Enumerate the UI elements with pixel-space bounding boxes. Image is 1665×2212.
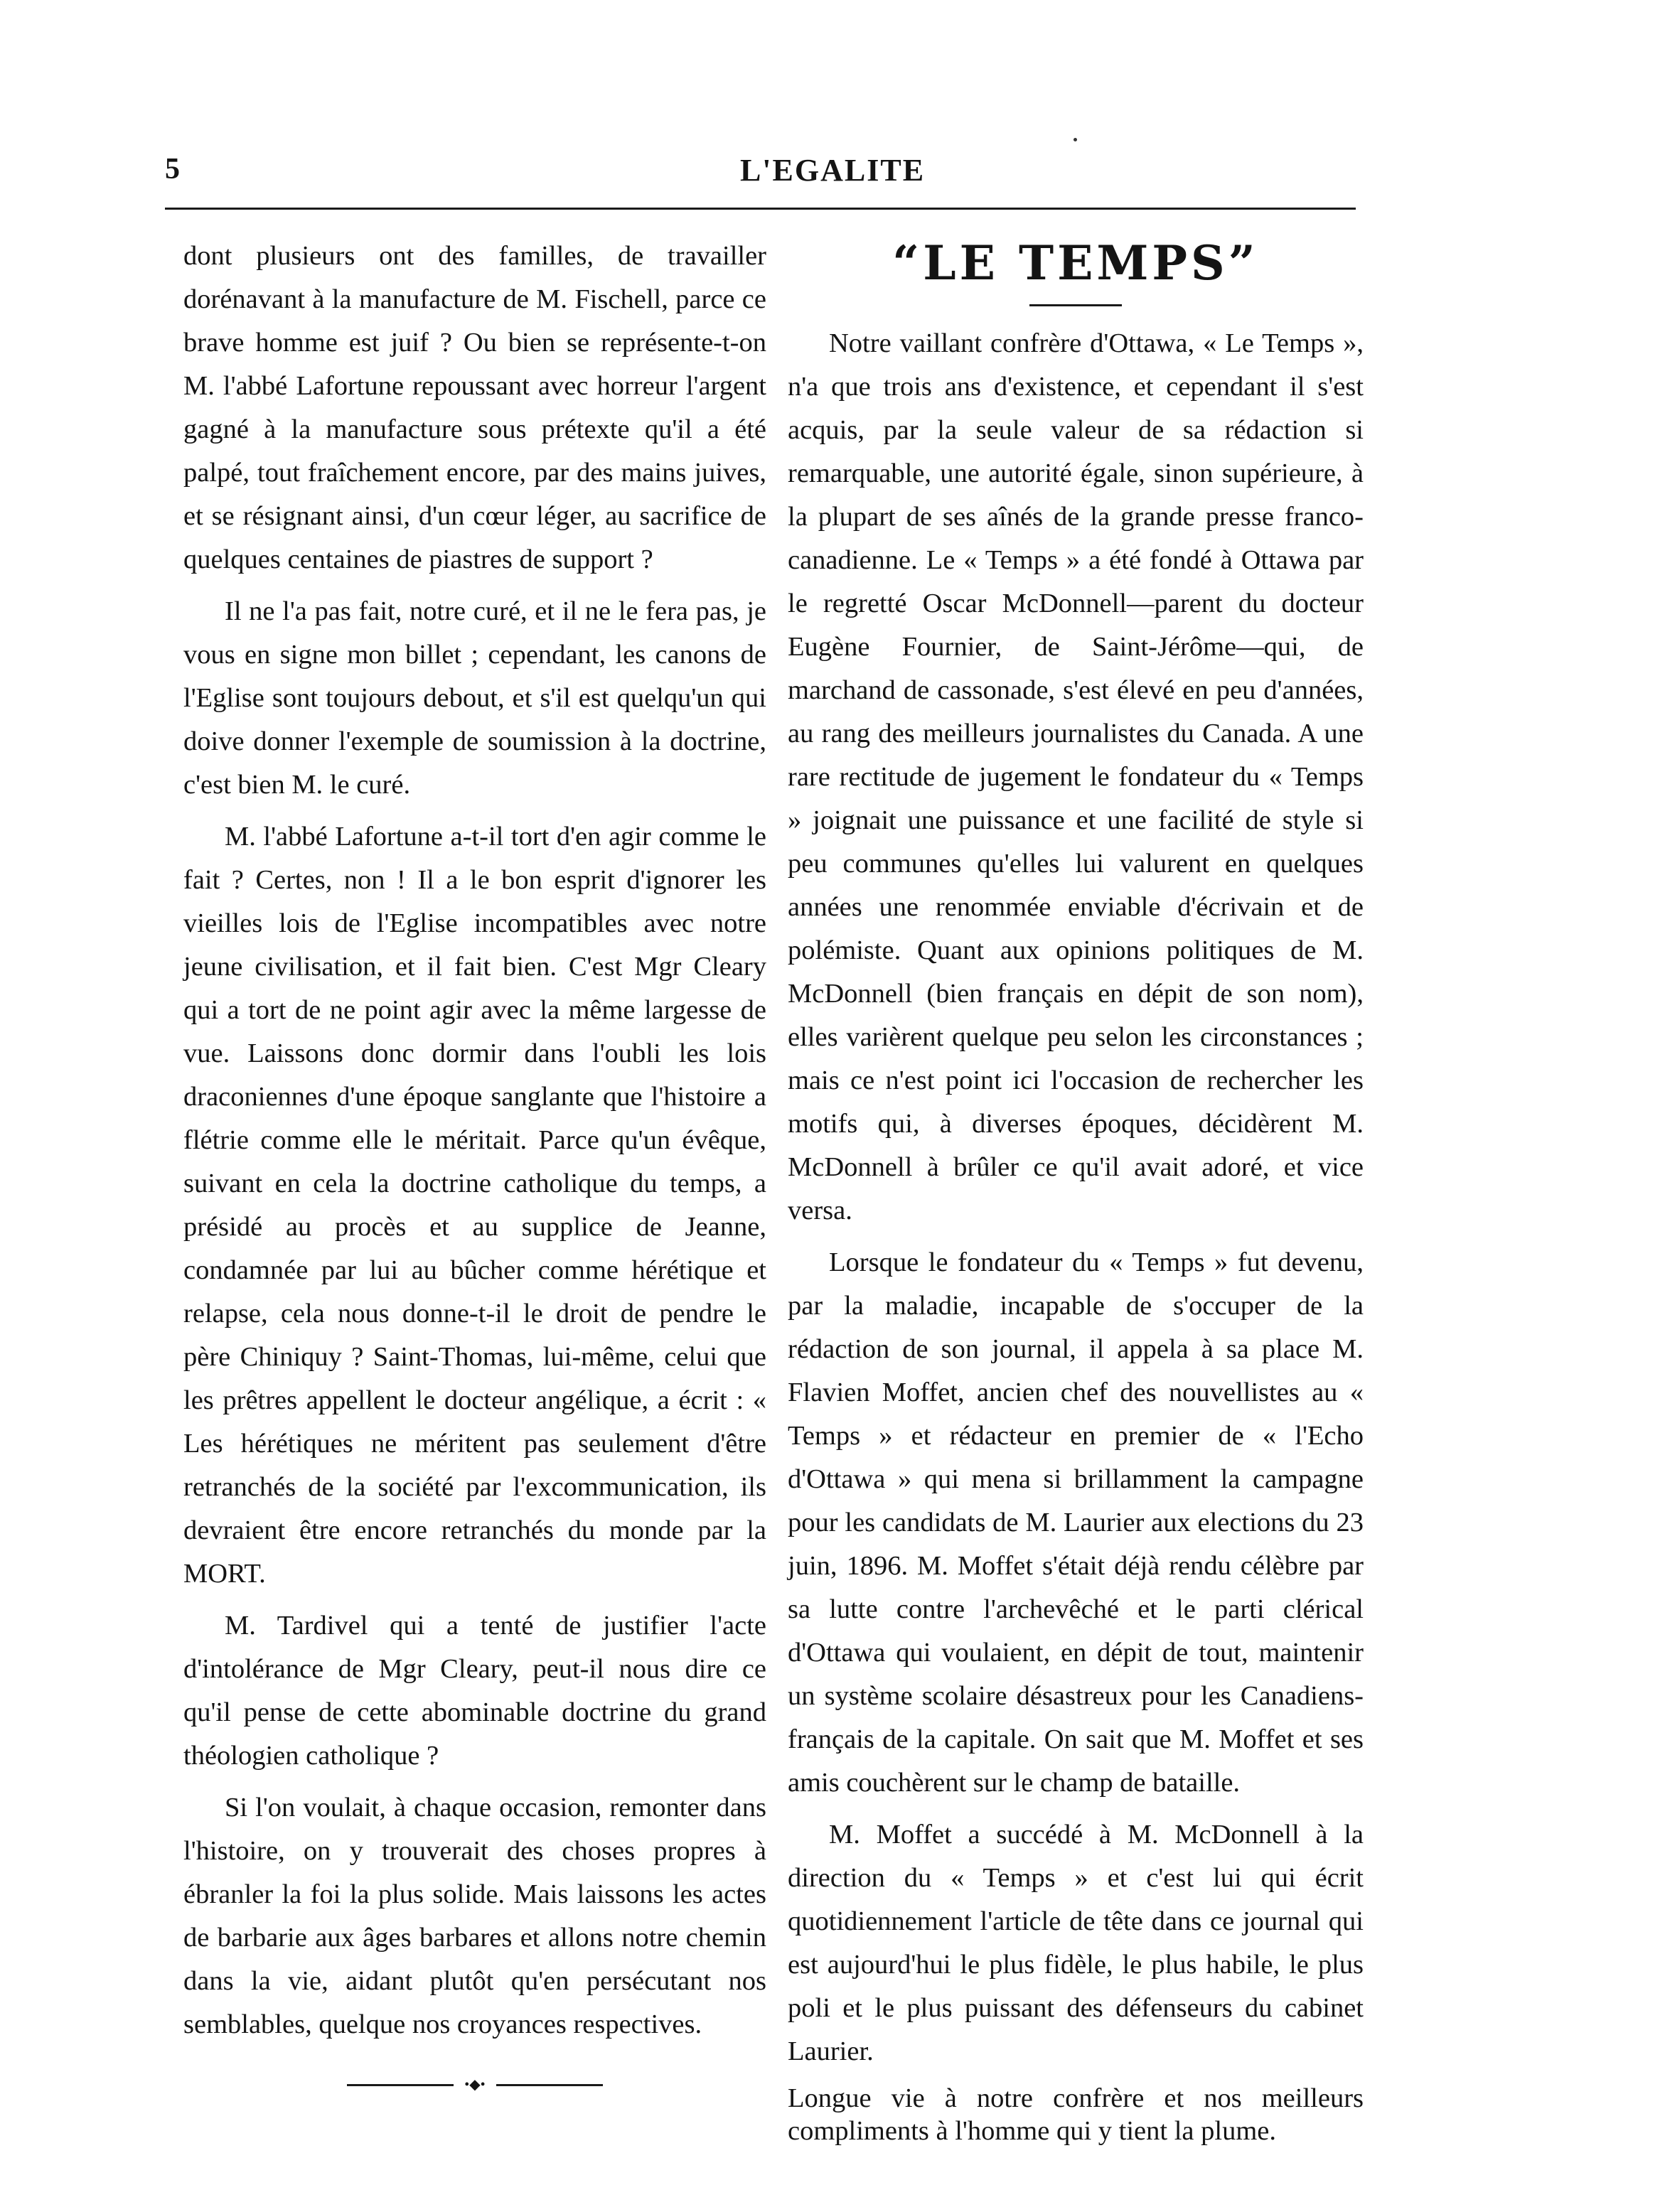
left-paragraph-3: M. l'abbé Lafortune a-t-il tort d'en agir comme le fait ? Certes, non ! Il a le bon esprit d'ignorer les vieilles lois de l'Eglise incompatibles avec notre jeune civilisation, et il fait bien. C'est Mgr Cleary qui a tort de ne point agir avec la même largesse de vue. Laissons donc dormir dans l'oubli les lois draconiennes d'une époque sanglante que l'histoire a flétrie comme elle le méritait. Parce qu'un évêque, suivant en cela la doctrine catholique du temps, a présidé au procès et au supplice de Jeanne, condamnée par lui au bûcher comme hérétique et relapse, cela nous donne-t-il le droit de pendre le père Chiniquy ? Saint-Thomas, lui-même, celui que les prêtres appellent le docteur angélique, a écrit : « Les hérétiques ne méritent pas seulement d'être retranchés de la société par l'excommunication, ils devraient être encore retranchés du monde par la MORT. [183,822,766,1589]
title-rule [1029,304,1122,306]
right-paragraph-3: M. Moffet a succédé à M. McDonnell à la direction du « Temps » et c'est lui qui écrit quotidiennement l'article de tête dans ce journal qui est aujourd'hui le plus fidèle, le plus habile, le plus poli et le plus puissant des défenseurs du cabinet Laurier. [788,1820,1364,2066]
page-number: 5 [165,153,180,186]
left-paragraph-5: Si l'on voulait, à chaque occasion, remonter dans l'histoire, on y trouverait des choses propres à ébranler la foi la plus solide. Mais laissons les actes de barbarie aux âges barbares et allons notre chemin dans la vie, aidant plutôt qu'en persécutant nos semblables, quelque nos croyances respectives. [183,1793,766,2039]
article-title: “LE TEMPS” [892,235,1259,291]
right-paragraph-2: Lorsque le fondateur du « Temps » fut devenu, par la maladie, incapable de s'occuper de la rédaction de son journal, il appela à sa place M. Flavien Moffet, ancien chef des nouvellistes au « Temps » et rédacteur en premier de « l'Echo d'Ottawa » qui mena si brillamment la campagne pour les candidats de M. Laurier aux elections du 23 juin, 1896. M. Moffet s'était déjà rendu célèbre par sa lutte contre l'archevêché et le parti clérical d'Ottawa qui voulaient, en dépit de tout, maintenir un système scolaire désastreux pour les Canadiens-français de la capitale. On sait que M. Moffet et ses amis couchèrent sur le champ de bataille. [788,1247,1364,1798]
right-paragraph-4: Longue vie à notre confrère et nos meilleurs compliments à l'homme qui y tient la plume. [788,2083,1364,2146]
end-ornament: •◆• [347,2078,603,2092]
journal-title: L'EGALITE [739,153,926,188]
right-paragraph-1: Notre vaillant confrère d'Ottawa, « Le Temps », n'a que trois ans d'existence, et cependant il s'est acquis, par la seule valeur de sa rédaction si remarquable, une autorité égale, sinon supérieure, à la plupart de ses aînés de la grande presse franco-canadienne. Le « Temps » a été fondé à Ottawa par le regretté Oscar McDonnell—parent du docteur Eugène Fournier, de Saint-Jérôme—qui, de marchand de cassonade, s'est élevé en peu d'années, au rang des meilleurs journalistes du Canada. A une rare rectitude de jugement le fondateur du « Temps » joignait une puissance et une facilité de style si peu communes qu'elles lui valurent en quelques années une renommée enviable d'écrivain et de polémiste. Quant aux opinions politiques de M. McDonnell (bien français en dépit de son nom), elles varièrent quelque peu selon les circonstances ; mais ce n'est point ici l'occasion de rechercher les motifs qui, à diverses époques, décidèrent M. McDonnell à brûler ce qu'il avait adoré, et vice versa. [788,328,1364,1225]
left-paragraph-2: Il ne l'a pas fait, notre curé, et il ne le fera pas, je vous en signe mon billet ; cependant, les canons de l'Eglise sont toujours debout, et s'il est quelqu'un qui doive donner l'exemple de soumission à la doctrine, c'est bien M. le curé. [183,596,766,800]
left-column [183,235,766,2092]
header-rule [165,208,1356,210]
left-paragraph-4: M. Tardivel qui a tenté de justifier l'acte d'intolérance de Mgr Cleary, peut-il nous dire ce qu'il pense de cette abominable doctrine du grand théologien catholique ? [183,1611,766,1771]
print-speck [1074,138,1077,141]
right-column [788,235,1364,2156]
left-paragraph-1: dont plusieurs ont des familles, de travailler dorénavant à la manufacture de M. Fischell, parce ce brave homme est juif ? Ou bien se représente-t-on M. l'abbé Lafortune repoussant avec horreur l'argent gagné à la manufacture sous prétexte qu'il a été palpé, tout fraîchement encore, par des mains juives, et se résignant ainsi, d'un cœur léger, au sacrifice de quelques centaines de piastres de support ? [183,241,766,574]
